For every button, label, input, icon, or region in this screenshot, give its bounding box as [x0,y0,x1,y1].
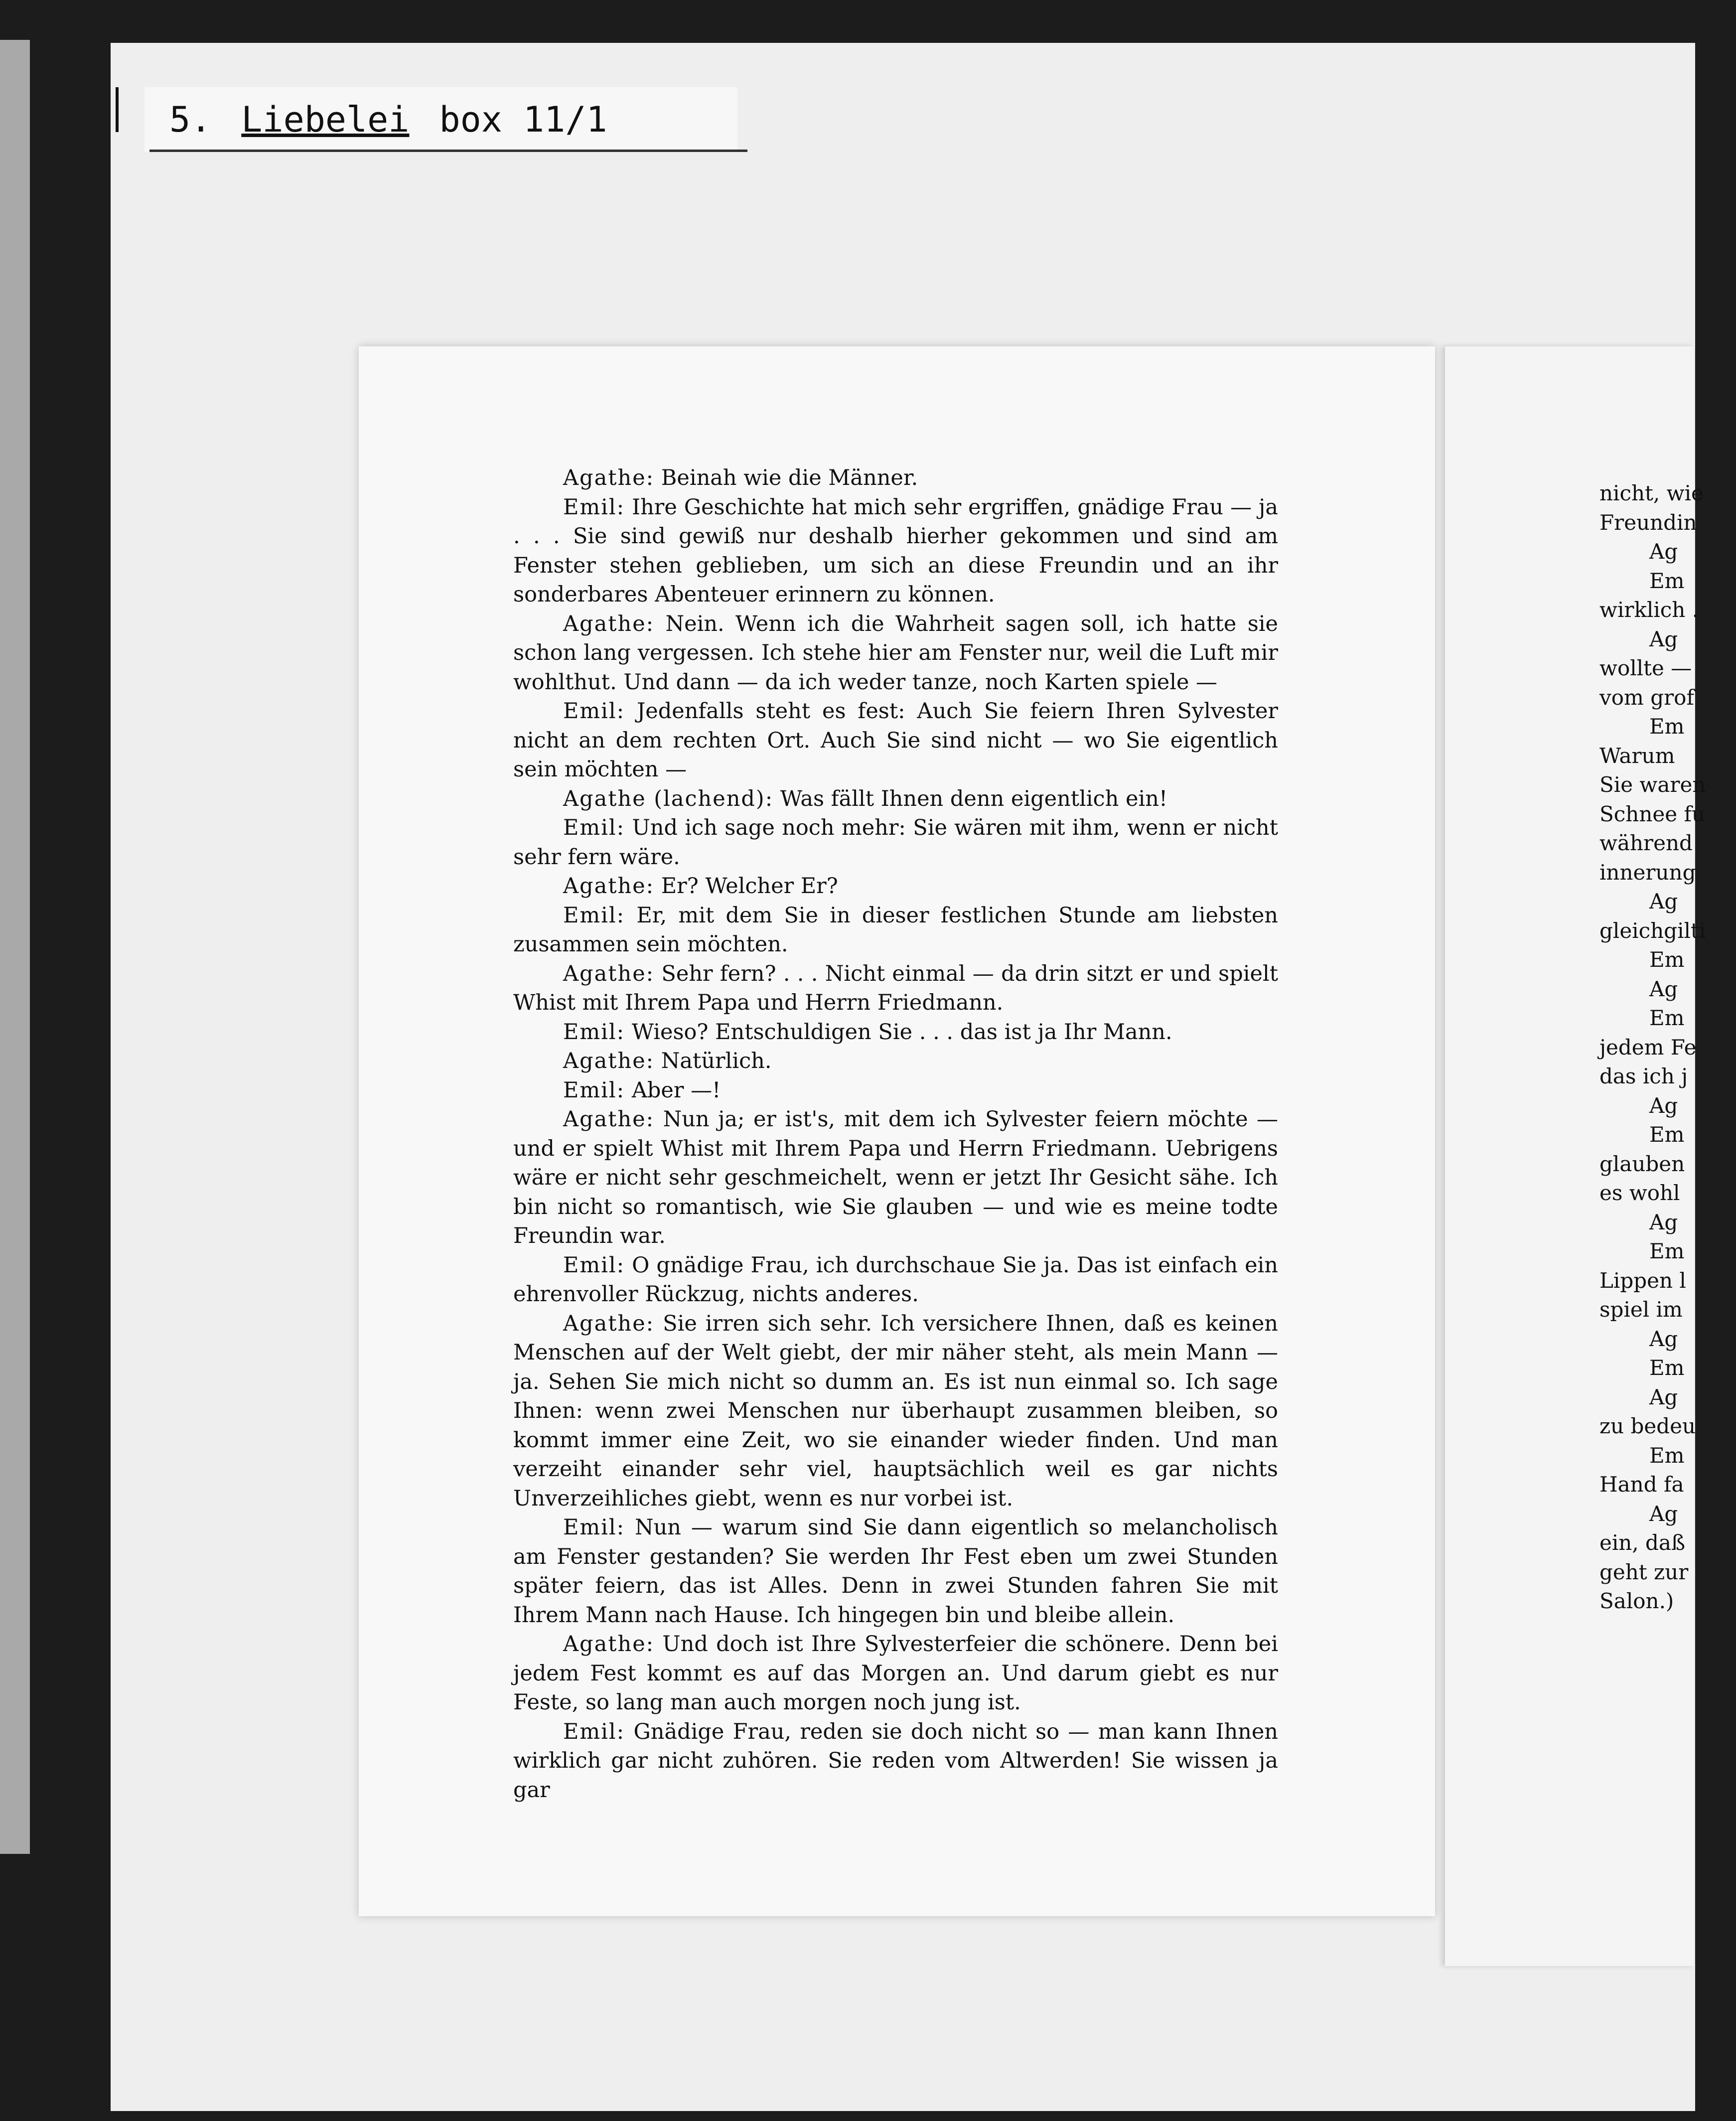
speaker-name: Emil: [563,1019,625,1045]
fragment-line: Em [1649,1443,1685,1468]
fragment-line: Ag [1649,1093,1678,1118]
speaker-name: Emil: [563,699,625,724]
fragment-line: innerung [1599,860,1696,885]
speech-text: Wieso? Entschuldigen Sie . . . das ist ja Ihr Mann. [625,1019,1172,1045]
speech-text: Sehr fern? . . . Nicht einmal — da drin sitzt er und spielt Whist mit Ihrem Papa und Herrn Friedmann. [513,961,1278,1015]
speaker-name: Agathe: [563,1107,655,1132]
fragment-line: glauben [1599,1151,1685,1176]
speech-text: Jedenfalls steht es fest: Auch Sie feiern Ihren Sylvester nicht an dem rechten Ort. Auch Sie sind nicht — wo Sie eigentlich sein möchten — [513,699,1278,782]
fragment-line: ein, daß [1599,1530,1686,1555]
speech-text: Und ich sage noch mehr: Sie wären mit ihm, wenn er nicht sehr fern wäre. [513,815,1278,870]
speaker-name: Emil: [563,1515,625,1540]
fragment-line: Ag [1649,976,1678,1001]
speech-text: Was fällt Ihnen denn eigentlich ein! [773,786,1168,811]
speech-text: Er? Welcher Er? [654,874,838,899]
dialogue-paragraph [513,1047,1278,1076]
fragment-line: Em [1649,714,1685,739]
dialogue-paragraph [513,1018,1278,1047]
fragment-line: Ag [1649,1326,1678,1351]
fragment-line: Warum [1599,743,1675,768]
folder-title: Liebelei [241,99,410,140]
speaker-name: Emil: [563,815,625,840]
dialogue-text [513,463,1278,1805]
fragment-line: Freundin [1599,510,1697,535]
fragment-line: Em [1649,1239,1685,1263]
fragment-line: Ag [1649,1384,1678,1409]
dialogue-paragraph [513,872,1278,901]
speaker-name: Agathe: [563,1311,655,1336]
dialogue-paragraph [513,784,1278,814]
fragment-line: Schnee fu [1599,801,1706,826]
folder-box: box 11/1 [439,99,607,140]
speaker-name: Emil: [563,494,625,520]
fragment-line: Em [1649,947,1685,972]
dialogue-paragraph [513,1105,1278,1251]
speech-text: Ihre Geschichte hat mich sehr ergriffen, gnädige Frau — ja . . . Sie sind gewiß nur deshalb hierher gekommen und sind am Fenster stehen geblieben, um sich an diese Freundin und an ihr sonderbares Abenteuer erinnern zu können. [513,494,1278,607]
folder-number: 5. [169,99,212,140]
dialogue-paragraph [513,959,1278,1018]
speaker-name: Agathe: [563,465,655,490]
fragment-line: Hand fa [1599,1472,1684,1497]
speaker-name: Agathe: [563,611,655,636]
fragment-line: es wohl [1599,1181,1680,1205]
dialogue-paragraph [513,1717,1278,1805]
fragment-line: Ag [1649,626,1678,651]
fragment-line: Ag [1649,539,1678,564]
fragment-line: Em [1649,568,1685,593]
speech-text: Nein. Wenn ich die Wahrheit sagen soll, ich hatte sie schon lang vergessen. Ich stehe hier am Fenster nur, weil die Luft mir wohlthut. Und dann — da ich weder tanze, noch Karten spiele — [513,611,1278,695]
fragment-line: wollte — [1599,656,1692,680]
dialogue-paragraph [513,609,1278,697]
speaker-name: Emil: [563,1719,625,1744]
dialogue-paragraph [513,901,1278,959]
label-underline [149,150,747,152]
dialogue-paragraph [513,697,1278,784]
speech-text: Beinah wie die Männer. [654,465,918,490]
speaker-name: Agathe: [563,961,655,986]
dialogue-paragraph [513,1630,1278,1717]
fragment-line: Em [1649,1006,1685,1030]
fragment-line: Sie waren [1599,772,1706,797]
speech-text: Nun ja; er ist's, mit dem ich Sylvester feiern möchte — und er spielt Whist mit Ihrem Papa und Herrn Friedmann. Uebrigens wäre er nicht sehr geschmeichelt, wenn er jetzt Ihr Gesicht sähe. Ich bin nicht so romantisch, wie Sie glauben — und wie es meine todte Freundin war. [513,1107,1278,1248]
fragment-line: nicht, wie [1599,481,1704,505]
dialogue-paragraph [513,813,1278,872]
fragment-line: das ich j [1599,1064,1688,1088]
speech-text: Sie irren sich sehr. Ich versichere Ihnen, daß es keinen Menschen auf der Welt giebt, der mir näher steht, als mein Mann — ja. Sehen Sie mich nicht so dumm an. Es ist nun einmal so. Ich sage Ihnen: wenn zwei Menschen nur überhaupt zusammen bleiben, so kommt immer eine Zeit, wo sie einander wieder finden. Und man verzeiht einander sehr viel, hauptsächlich weil es gar nichts Unverzeihliches giebt, wenn es nur vorbei ist. [513,1311,1278,1511]
adjacent-clipping [1445,346,1706,1966]
speaker-name: Agathe: [563,1632,655,1657]
fragment-line: zu bedeu [1599,1414,1696,1438]
dialogue-paragraph [513,1513,1278,1630]
fragment-line: Salon.) [1599,1589,1674,1613]
speech-text: Gnädige Frau, reden sie doch nicht so — man kann Ihnen wirklich gar nicht zuhören. Sie reden vom Altwerden! Sie wissen ja gar [513,1719,1278,1803]
speech-text: Natürlich. [654,1049,772,1073]
fragment-line: jedem Fe [1599,1035,1697,1060]
adjacent-page-edge [0,40,30,1854]
fragment-line: Em [1649,1356,1685,1380]
speaker-name: Agathe: [563,1049,655,1073]
speech-text: O gnädige Frau, ich durchschaue Sie ja. Das ist einfach ein ehrenvoller Rückzug, nichts anderes. [513,1252,1278,1307]
fragment-line: während [1599,831,1693,855]
speech-text: Nun — warum sind Sie dann eigentlich so melancholisch am Fenster gestanden? Sie werden Ihr Fest eben um zwei Stunden später feiern, das ist Alles. Denn in zwei Stunden fahren Sie mit Ihrem Mann nach Hause. Ich hingegen bin und bleibe allein. [513,1515,1278,1628]
speech-text: Und doch ist Ihre Sylvesterfeier die schönere. Denn bei jedem Fest kommt es auf das Morgen an. Und darum giebt es nur Feste, so lang man auch morgen noch jung ist. [513,1632,1278,1715]
dialogue-paragraph [513,1309,1278,1514]
corner-bracket [116,87,119,132]
speaker-name: Agathe: [563,874,655,899]
fragment-line: Ag [1649,1210,1678,1234]
speaker-name: Agathe (lachend): [563,786,774,811]
fragment-line: wirklich . [1599,598,1699,622]
speech-text: Aber —! [625,1077,721,1103]
dialogue-paragraph [513,493,1278,609]
dialogue-paragraph [513,1251,1278,1309]
folder-label [145,87,737,152]
speaker-name: Emil: [563,1077,625,1103]
fragment-line: spiel im [1599,1297,1683,1322]
speaker-name: Emil: [563,1252,625,1278]
fragment-line: Em [1649,1122,1685,1147]
fragment-line: gleichgilti [1599,918,1706,943]
speaker-name: Emil: [563,903,625,928]
fragment-line: geht zur [1599,1559,1689,1584]
fragment-line: Ag [1649,1501,1678,1526]
fragment-line: Lippen l [1599,1268,1686,1293]
dialogue-paragraph [513,463,1278,493]
dialogue-paragraph [513,1076,1278,1105]
fragment-line: Ag [1649,889,1678,913]
speech-text: Er, mit dem Sie in dieser festlichen Stunde am liebsten zusammen sein möchten. [513,903,1278,957]
fragment-line: vom grof [1599,685,1694,710]
